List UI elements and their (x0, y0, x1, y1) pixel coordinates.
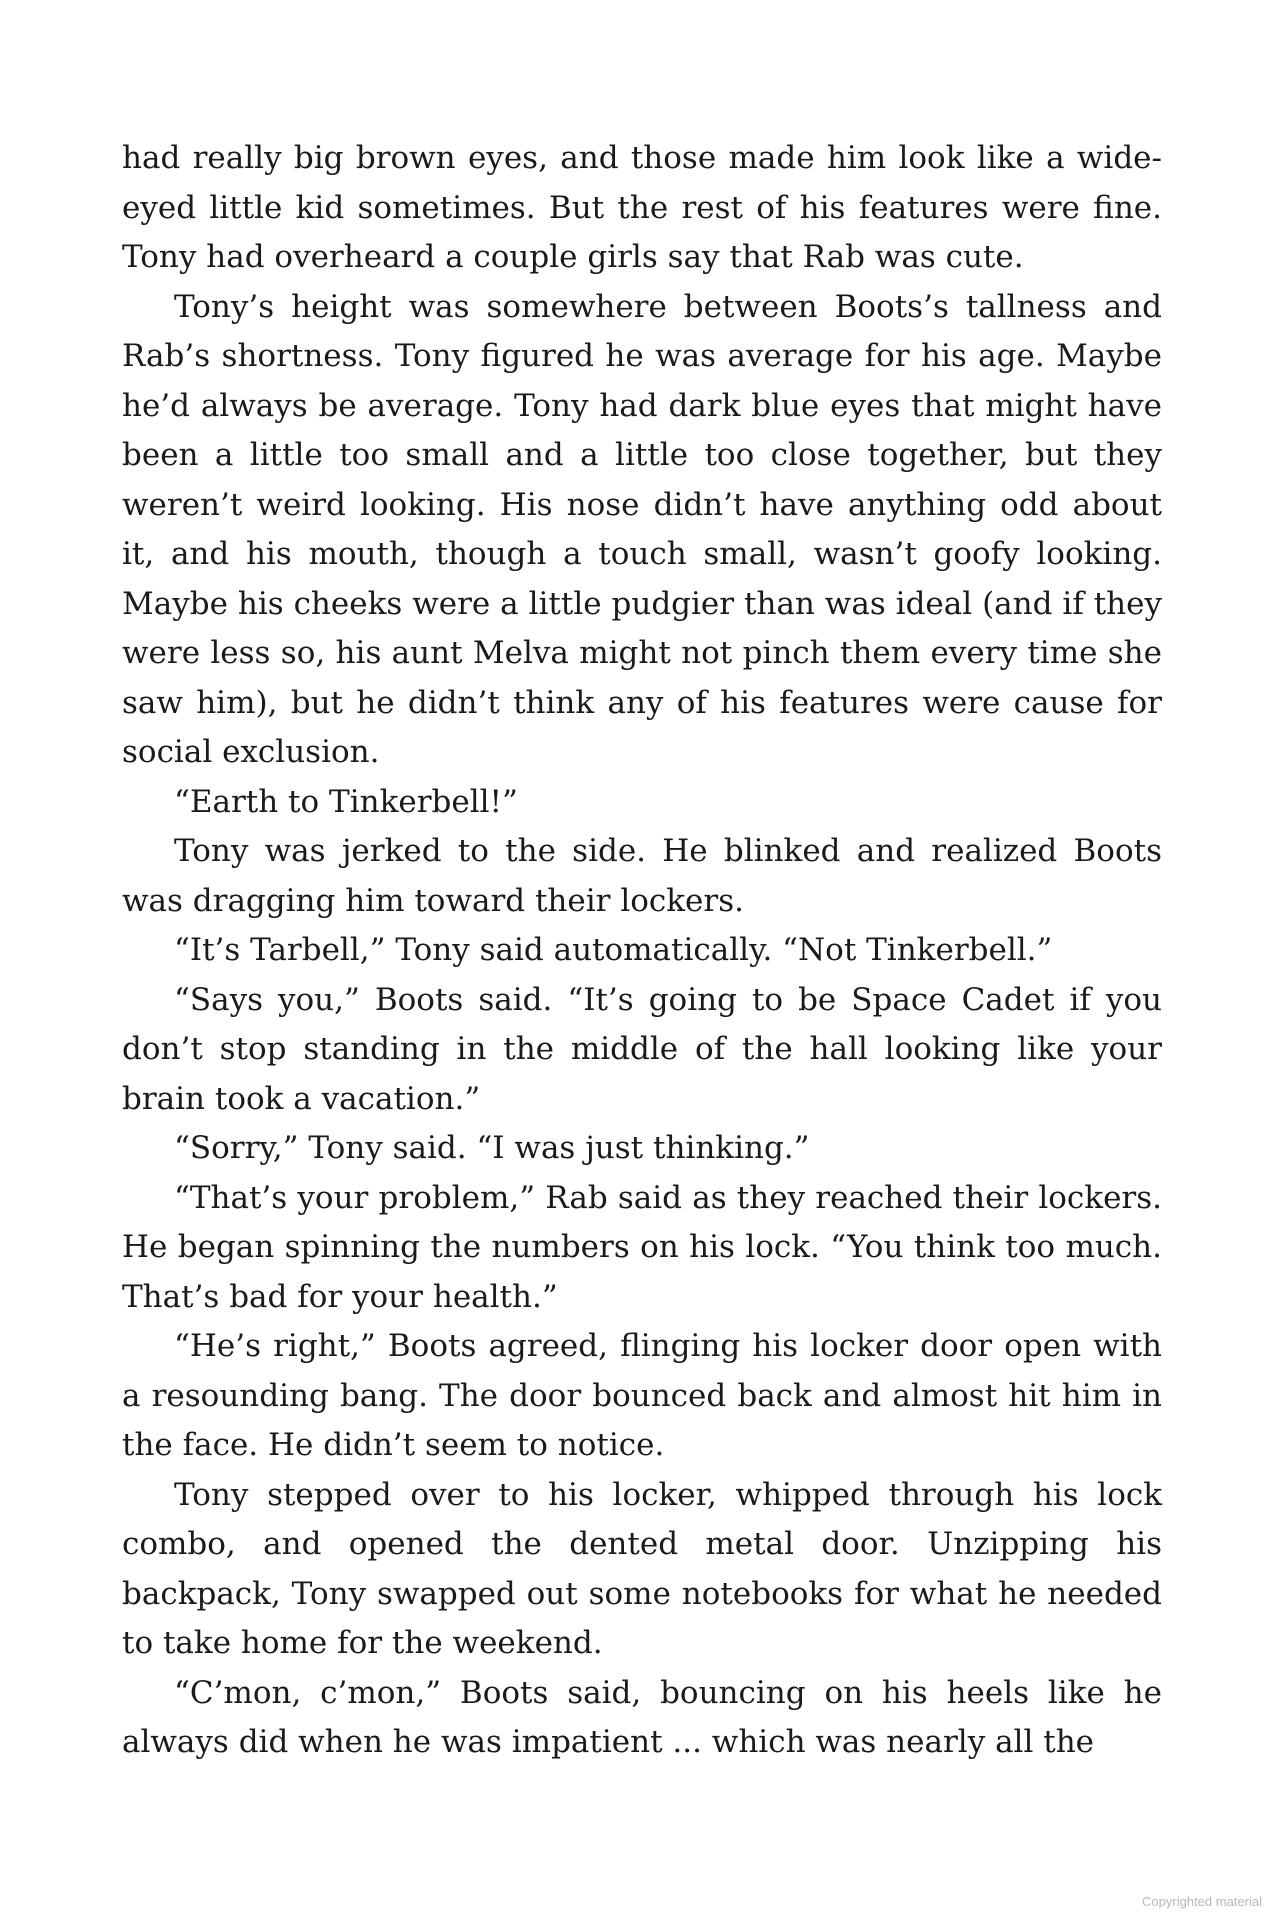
paragraph: had really big brown eyes, and those made him look like a wide-eyed little kid sometimes. But the rest of his features were fine. Tony had overheard a couple girls say that Rab was cute. (122, 140, 1162, 275)
paragraph: Tony stepped over to his locker, whipped through his lock combo, and opened the dented metal door. Unzipping his backpack, Tony swapped out some notebooks for what he needed to take home for the weekend. (122, 1476, 1162, 1661)
paragraph: “He’s right,” Boots agreed, flinging his locker door open with a resounding bang. The door bounced back and almost hit him in the face. He didn’t seem to notice. (122, 1328, 1162, 1463)
paragraph: “Says you,” Boots said. “It’s going to be Space Cadet if you don’t stop standing in the middle of the hall looking like your brain took a vacation.” (122, 981, 1162, 1117)
paragraph: Tony was jerked to the side. He blinked and realized Boots was dragging him toward their lockers. (122, 833, 1162, 919)
paragraph: “Sorry,” Tony said. “I was just thinking.” (174, 1130, 810, 1166)
paragraph: “It’s Tarbell,” Tony said automatically. “Not Tinkerbell.” (174, 932, 1053, 968)
paragraph: Tony’s height was somewhere between Boots’s tallness and Rab’s shortness. Tony figured he was average for his age. Maybe he’d always be average. Tony had dark blue eyes that might have been a little too small and a little too close together, but they weren’t weird looking. His nose didn’t have anything odd about it, and his mouth, though a touch small, wasn’t goofy looking. Maybe his cheeks were a little pudgier than was ideal (and if they were less so, his aunt Melva might not pinch them every time she saw him), but he didn’t think any of his features were cause for social exclusion. (122, 288, 1162, 770)
body-text (122, 134, 1162, 1768)
paragraph: “Earth to Tinkerbell!” (174, 783, 518, 820)
paragraph: “That’s your problem,” Rab said as they reached their lockers. He began spinning the numbers on his lock. “You think too much. That’s bad for your health.” (122, 1179, 1162, 1315)
paragraph: “C’mon, c’mon,” Boots said, bouncing on his heels like he always did when he was impatient ... which was nearly all the (122, 1674, 1162, 1760)
copyright-watermark: Copyrighted material (1142, 1894, 1262, 1909)
